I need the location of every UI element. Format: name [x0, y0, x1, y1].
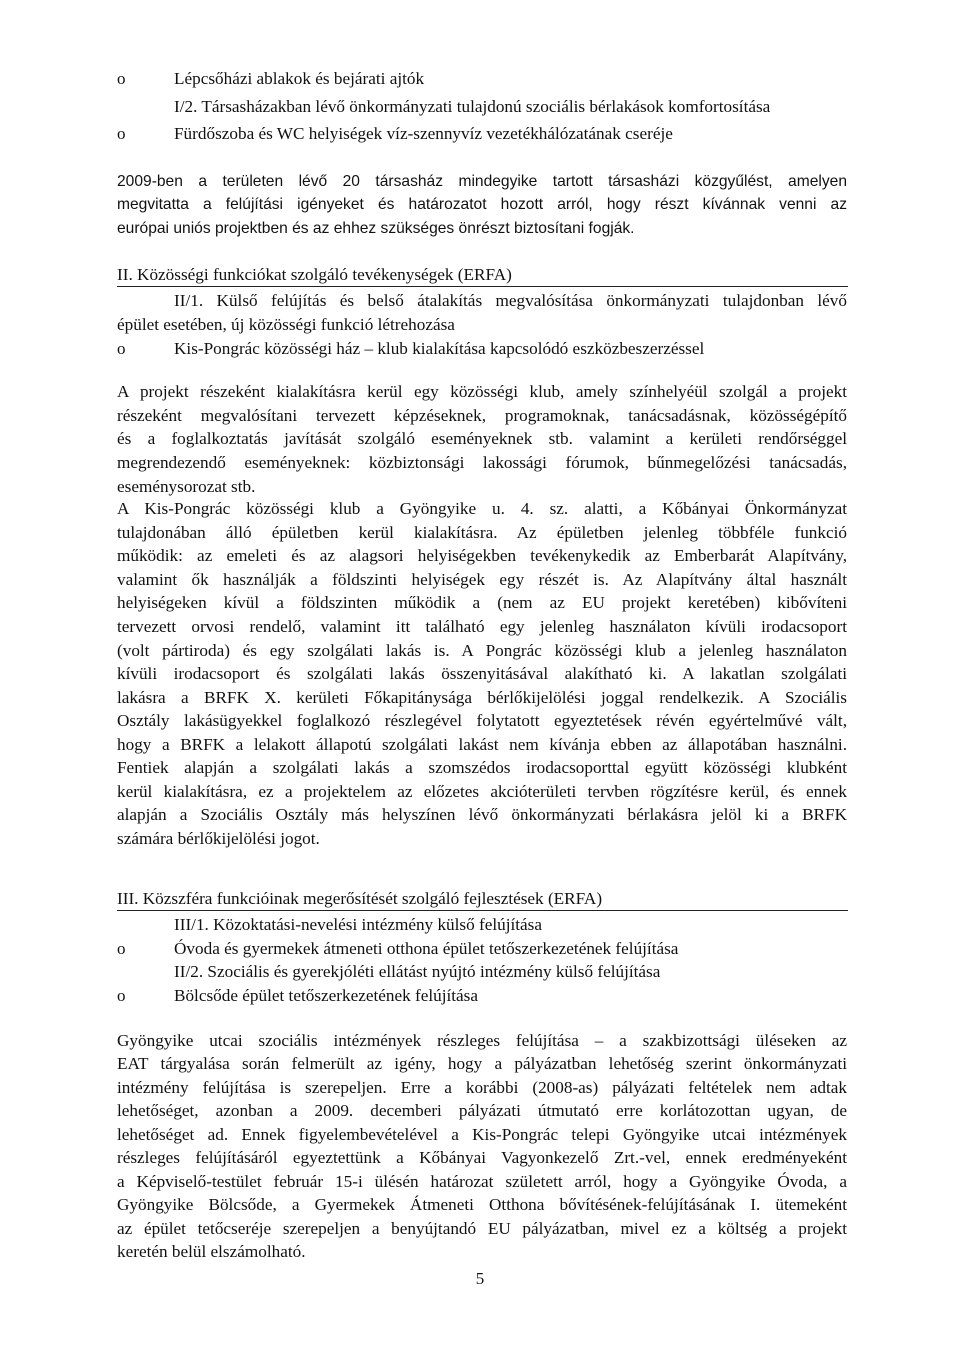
paragraph-gyongyike-line: Gyöngyike utcai szociális intézmények részleges felújítása – a szakbizottsági üléseken az [117, 1031, 847, 1050]
paragraph-gyongyike-line: intézmény felújítása is szerepeljen. Erre a korábbi (2008-as) pályázati feltételek nem adtak [117, 1078, 847, 1097]
bullet-marker: o [117, 124, 126, 143]
paragraph-2009-line: európai uniós projektben és az ehhez szükséges önrészt biztosítani fogják. [117, 220, 635, 237]
bullet-bathroom: Fürdőszoba és WC helyiségek víz-szennyvíz vezetékhálózatának cseréje [174, 124, 673, 143]
section-heading-ii: II. Közösségi funkciókat szolgáló tevékenységek (ERFA) [117, 265, 512, 284]
paragraph-club-line: valamint ők használják a földszinti helyiségek egy részét is. Az Alapítvány által használt [117, 570, 847, 589]
bullet-stairwell: Lépcsőházi ablakok és bejárati ajtók [174, 69, 425, 88]
heading-rule [117, 286, 848, 287]
paragraph-club-line: kerül kialakításra, ez a projektelem az előzetes akcióterületi tervben rögzítésre kerül, és ennek [117, 782, 847, 801]
paragraph-2009-line: 2009-ben a területen lévő 20 társasház mindegyike tartott társasházi közgyűlést, amelyen [117, 173, 847, 190]
paragraph-club-line: tervezett orvosi rendelő, valamint itt található egy jelenleg használaton kívüli irodacsoport [117, 617, 847, 636]
paragraph-club-line: lakásra a BRFK X. kerületi Főkapitánysága bérlőkijelölési joggal rendelkezik. A Szociális [117, 688, 847, 707]
paragraph-club-line: alapján a Szociális Osztály más helyszínen lévő önkormányzati bérlakásra jelöl ki a BRFK [117, 805, 847, 824]
paragraph-project-line: A projekt részeként kialakításra kerül egy közösségi klub, amely színhelyéül szolgál a projekt [117, 382, 847, 401]
paragraph-project-line: és a foglalkoztatás javítását szolgáló eseményeknek stb. valamint a kerületi rendőrséggel [117, 429, 847, 448]
bullet-marker: o [117, 986, 126, 1005]
paragraph-club-line: kívüli irodacsoport és szolgálati lakás összenyitásával alakítható ki. A lakatlan szolgálati [117, 664, 847, 683]
paragraph-club-line: Osztály lakásügyekkel foglalkozó részlegével folytatott egyeztetések révén egyértelművé vált, [117, 711, 847, 730]
paragraph-club-line: hogy a BRFK a lelakott állapotú szolgálati lakást nem kívánja ebben az állapotában használni. [117, 735, 847, 754]
paragraph-project-line: részeként megvalósítani tervezett képzéseknek, programoknak, tanácsadásnak, közösségépítő [117, 406, 847, 425]
bullet-club: Kis-Pongrác közösségi ház – klub kialakítása kapcsolódó eszközbeszerzéssel [174, 339, 705, 358]
subheading-iii1: III/1. Közoktatási-nevelési intézmény külső felújítása [174, 915, 542, 934]
paragraph-gyongyike-line: Gyöngyike Bölcsőde, a Gyermekek Átmeneti Otthona bővítésének-felújításának I. ütemeként [117, 1195, 847, 1214]
bullet-marker: o [117, 69, 126, 88]
subheading-ii1-line: épület esetében, új közösségi funkció létrehozása [117, 315, 455, 334]
paragraph-gyongyike-line: az épület tetőcseréje szerepeljen a benyújtandó EU pályázatban, mivel ez a költség a projekt [117, 1219, 847, 1238]
subheading-ii2: II/2. Szociális és gyerekjóléti ellátást nyújtó intézmény külső felújítása [174, 962, 661, 981]
paragraph-club-line: működik: az emeleti és az alagsori helyiségekben tevékenykedik az Emberbarát Alapítvány, [117, 546, 847, 565]
paragraph-club-line: Fentiek alapján a szolgálati lakás a szomszédos irodacsoporttal együtt közösségi klubként [117, 758, 847, 777]
paragraph-project-line: eseménysorozat stb. [117, 477, 256, 496]
paragraph-club-line: számára bérlőkijelölési jogot. [117, 829, 320, 848]
paragraph-club-line: (volt pártiroda) és egy szolgálati lakás is. A Pongrác közösségi klub a jelenleg használaton [117, 641, 847, 660]
bullet-marker: o [117, 339, 126, 358]
paragraph-club-line: A Kis-Pongrác közösségi klub a Gyöngyike u. 4. sz. alatti, a Kőbányai Önkormányzat [117, 499, 847, 518]
subheading-ii1-line: II/1. Külső felújítás és belső átalakítás megvalósítása önkormányzati tulajdonban lévő [174, 291, 847, 310]
subheading-i2: I/2. Társasházakban lévő önkormányzati tulajdonú szociális bérlakások komfortosítása [174, 97, 771, 116]
paragraph-club-line: helyiségeken kívül a földszinten működik a (nem az EU projekt keretében) kibővíteni [117, 593, 847, 612]
paragraph-gyongyike-line: EAT tárgyalása során felmerült az igény, hogy a pályázatban lehetőség szerint önkormányzati [117, 1054, 847, 1073]
page-number: 5 [475, 1269, 485, 1288]
paragraph-gyongyike-line: keretén belül elszámolható. [117, 1242, 306, 1261]
bullet-nursery: Bölcsőde épület tetőszerkezetének felújítása [174, 986, 478, 1005]
heading-rule [117, 910, 848, 911]
bullet-marker: o [117, 939, 126, 958]
paragraph-project-line: megrendezendő eseményeknek: közbiztonsági lakossági fórumok, bűnmegelőzési tanácsadás, [117, 453, 847, 472]
section-heading-iii: III. Közszféra funkcióinak megerősítését szolgáló fejlesztések (ERFA) [117, 889, 603, 908]
bullet-kindergarten: Óvoda és gyermekek átmeneti otthona épület tetőszerkezetének felújítása [174, 939, 679, 958]
paragraph-gyongyike-line: a Képviselő-testület február 15-i ülésén határozat született arról, hogy a Gyöngyike Óvoda, a [117, 1172, 847, 1191]
paragraph-gyongyike-line: lehetőséget, azonban a 2009. decemberi pályázati útmutató erre korlátozottan ugyan, de [117, 1101, 847, 1120]
paragraph-gyongyike-line: részleges felújításáról egyeztettünk a Kőbányai Vagyonkezelő Zrt.-vel, ennek eredményeként [117, 1148, 847, 1167]
paragraph-2009-line: megvitatta a felújítási igényeket és határozatot hozott arról, hogy részt kívánnak venni az [117, 196, 847, 213]
paragraph-club-line: tulajdonában álló épületben kerül kialakításra. Az épületben jelenleg többféle funkció [117, 523, 847, 542]
paragraph-gyongyike-line: lehetőséget ad. Ennek figyelembevételével a Kis-Pongrác telepi Gyöngyike utcai intézmények [117, 1125, 847, 1144]
